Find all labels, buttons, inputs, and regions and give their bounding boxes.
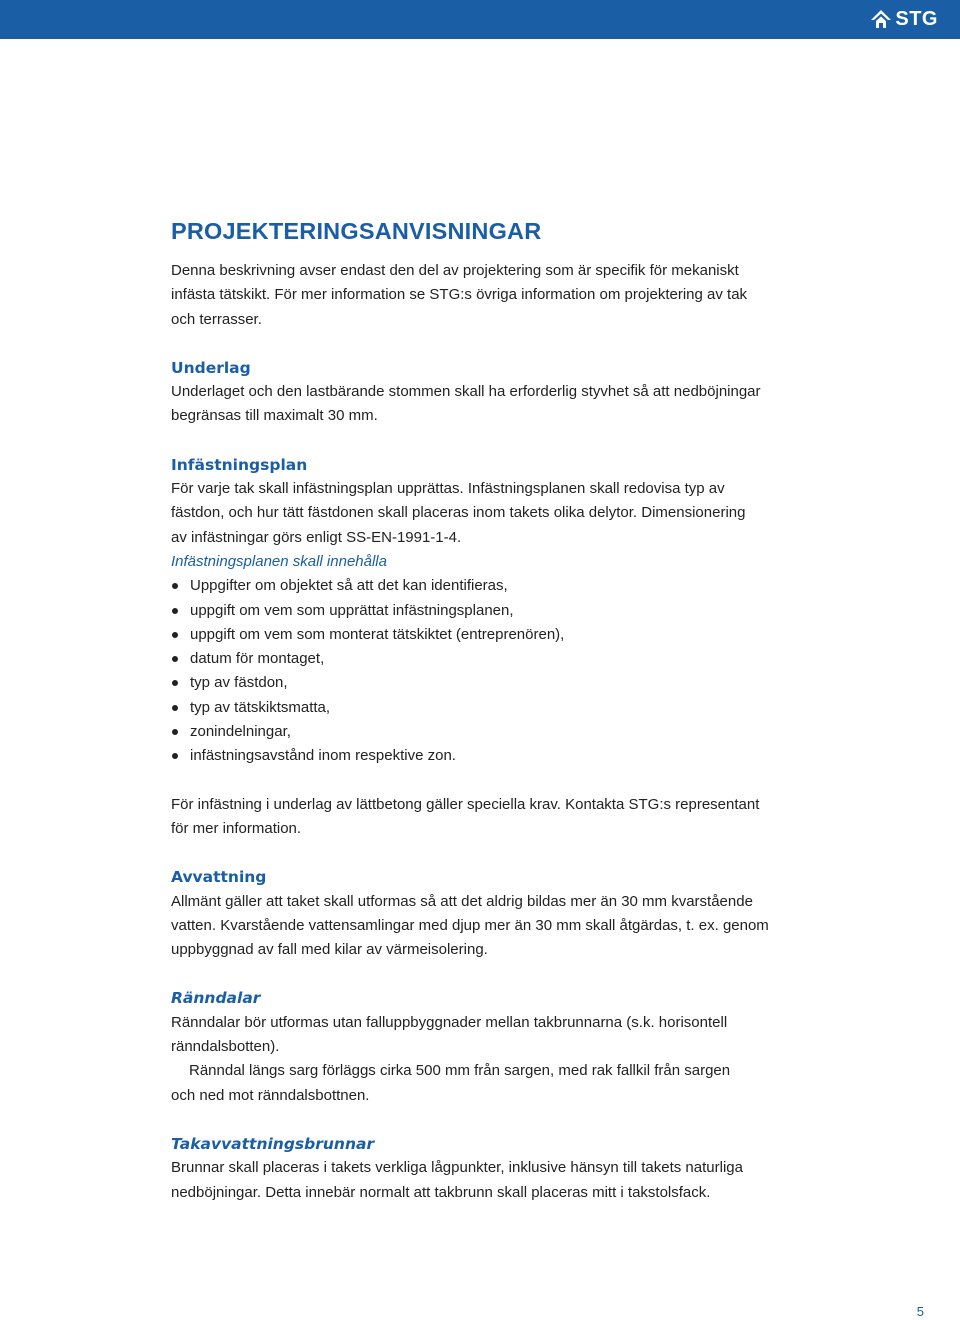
intro-paragraph: Denna beskrivning avser endast den del av projektering som är specifik för mekaniskt infästa tätskikt. För mer information se STG:s övriga information om projektering av tak och terrasser. [171,262,748,328]
list-item: typ av fästdon, [171,671,791,695]
list-item: uppgift om vem som monterat tätskiktet (entreprenören), [171,623,791,647]
document-body [171,216,791,1205]
list-item: zonindelningar, [171,720,791,744]
header-bar [0,0,960,39]
section-heading: Infästningsplan [171,455,308,474]
section-avvattning [171,865,791,962]
section-heading: Avvattning [171,868,267,887]
section-heading: Underlag [171,358,251,377]
section-subheading: Infästningsplanen skall innehålla [171,552,387,570]
house-roof-icon [869,7,893,31]
section-text: Brunnar skall placeras i takets verkliga lågpunkter, inklusive hänsyn till takets naturliga nedböjningar. Detta innebär normalt att takbrunn skall placeras mitt i takstolsfack. [171,1159,743,1201]
list-item: uppgift om vem som upprättat infästningsplanen, [171,599,791,623]
section-underlag [171,356,791,429]
section-text: Underlaget och den lastbärande stommen skall ha erforderlig styvhet så att nedböjningar begränsas till maximalt 30 mm. [171,383,761,425]
section-takavvattningsbrunnar [171,1132,791,1205]
list-item: datum för montaget, [171,647,791,671]
logo-text: STG [895,8,938,30]
section-text: Allmänt gäller att taket skall utformas så att det aldrig bildas mer än 30 mm kvarstående vatten. Kvarstående vattensamlingar med djup mer än 30 mm skall åtgärdas, t. ex. genom uppbyggnad av fall med kilar av värmeisolering. [171,892,769,959]
section-text: För varje tak skall infästningsplan upprättas. Infästningsplanen skall redovisa typ av fästdon, och hur tätt fästdonen skall placeras inom takets olika delytor. Dimensionering av infästningar görs enligt SS-EN-1991-1-4. [171,480,746,546]
section-heading: Ränndalar [171,989,261,1008]
section-infastningsplan [171,453,791,841]
section-text: Ränndalar bör utformas utan falluppbyggnader mellan takbrunnarna (s.k. horisontell ränndalsbotten). [171,1013,728,1056]
section-text-2: Ränndal längs sarg förläggs cirka 500 mm från sargen, med rak fallkil från sargen och ned mot ränndalsbottnen. [171,1062,731,1104]
list-item: Uppgifter om objektet så att det kan identifieras, [171,574,791,598]
section-heading: Takavvattningsbrunnar [171,1134,375,1153]
list-item: infästningsavstånd inom respektive zon. [171,744,791,768]
page-number: 5 [916,1304,924,1319]
list-item: typ av tätskiktsmatta, [171,696,791,720]
section-ranndalar [171,986,791,1107]
page-title: PROJEKTERINGSANVISNINGAR [171,218,542,244]
lattbetong-note: För infästning i underlag av lättbetong gäller speciella krav. Kontakta STG:s representant för mer information. [171,795,760,837]
requirements-list [171,574,791,768]
stg-logo [869,6,938,32]
